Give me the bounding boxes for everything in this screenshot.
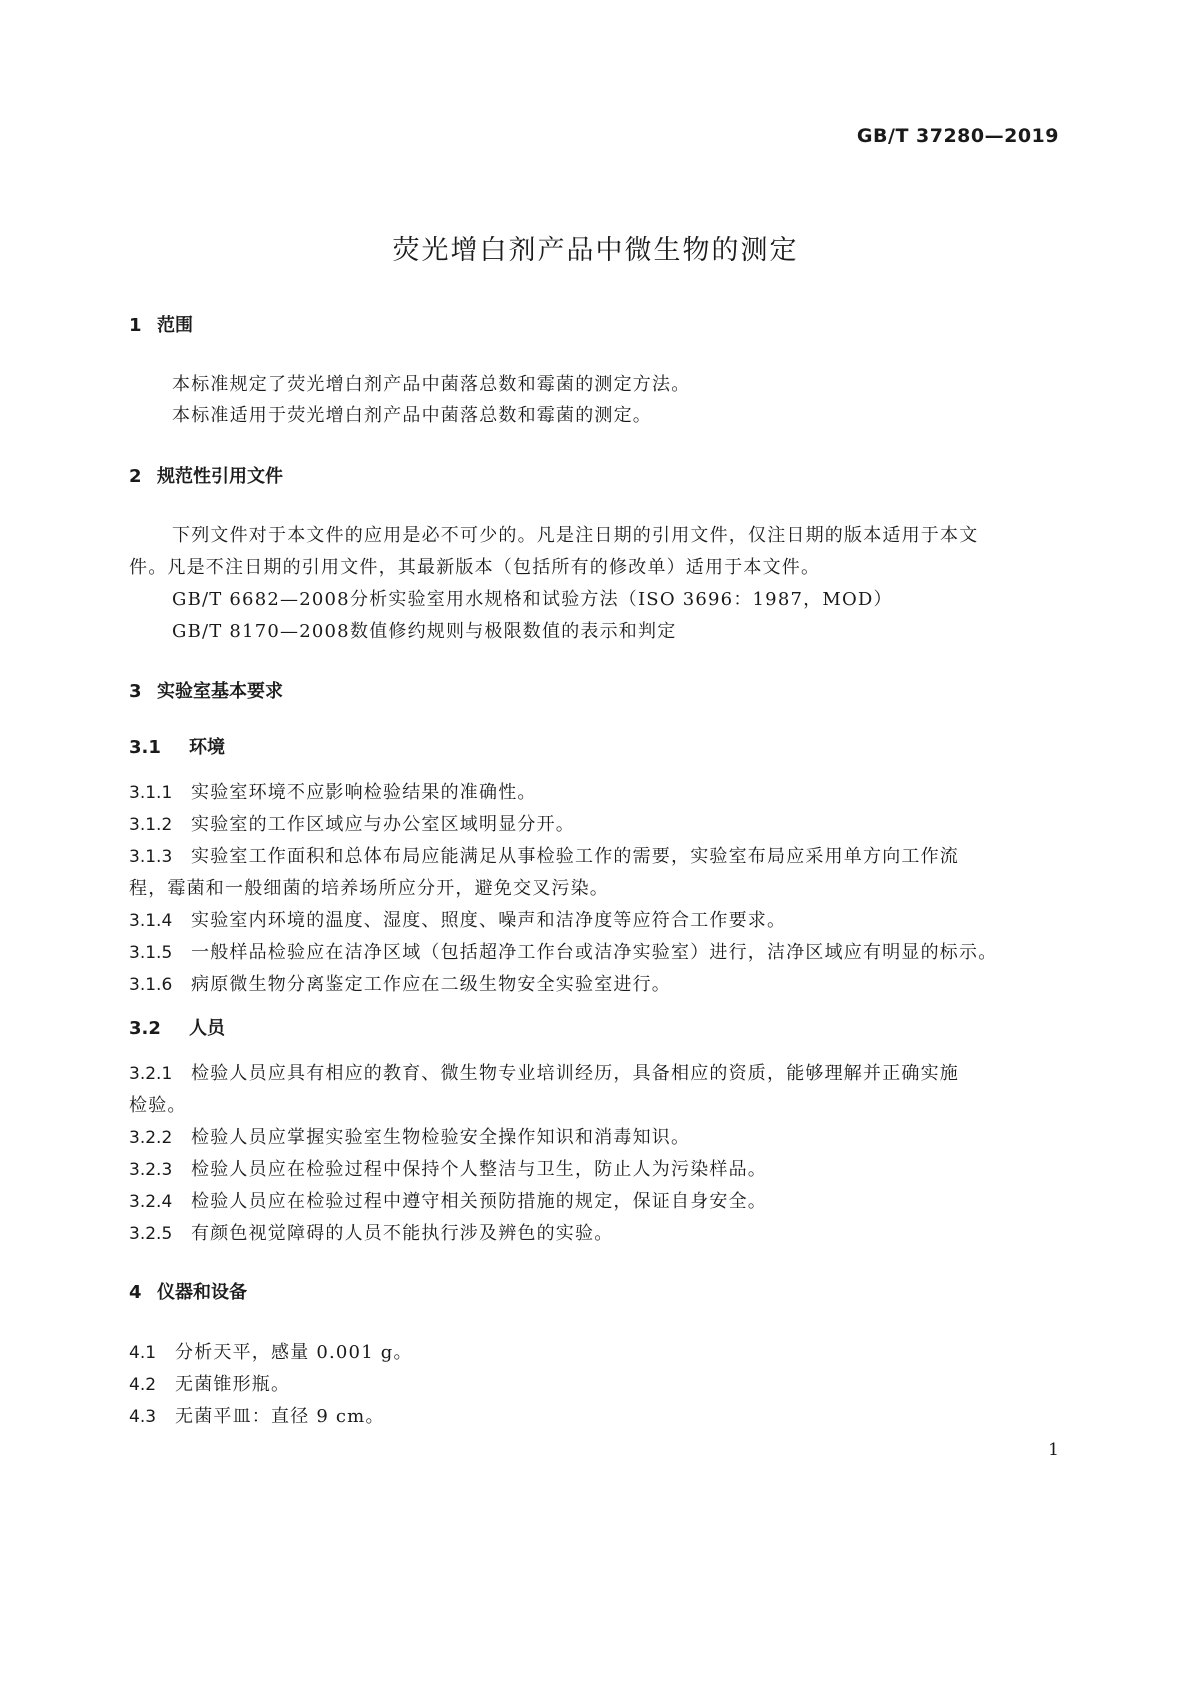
clause xyxy=(129,970,671,996)
clause-number: 3.2.4 xyxy=(129,1192,173,1212)
clause-number: 3.1.3 xyxy=(129,847,173,867)
clause-text: 检验人员应具有相应的教育、微生物专业培训经历，具备相应的资质，能够理解并正确实施 xyxy=(191,1063,959,1084)
section-title: 范围 xyxy=(157,315,193,336)
item-text: 无菌锥形瓶。 xyxy=(175,1374,291,1395)
clause-text: 检验人员应在检验过程中遵守相关预防措施的规定，保证自身安全。 xyxy=(191,1191,767,1212)
subsection-title: 人员 xyxy=(189,1018,225,1039)
paragraph: 下列文件对于本文件的应用是必不可少的。凡是注日期的引用文件，仅注日期的版本适用于本文 xyxy=(172,525,979,546)
clause xyxy=(129,842,959,868)
clause-continuation: 程，霉菌和一般细菌的培养场所应分开，避免交叉污染。 xyxy=(129,878,609,899)
section-4-heading xyxy=(129,1278,247,1304)
clause-number: 3.1.5 xyxy=(129,943,173,963)
reference-code: GB/T 8170—2008 xyxy=(172,621,350,642)
clause-number: 3.2.1 xyxy=(129,1064,173,1084)
clause-text: 实验室环境不应影响检验结果的准确性。 xyxy=(191,782,537,803)
clause xyxy=(129,1155,767,1181)
item-number: 4.1 xyxy=(129,1343,157,1363)
equipment-item xyxy=(129,1338,413,1364)
reference-title: 数值修约规则与极限数值的表示和判定 xyxy=(350,621,677,642)
section-title: 仪器和设备 xyxy=(157,1282,247,1303)
clause xyxy=(129,1187,767,1213)
section-number: 1 xyxy=(129,315,142,336)
paragraph: 件。凡是不注日期的引用文件，其最新版本（包括所有的修改单）适用于本文件。 xyxy=(129,557,821,578)
document-title: 荧光增白剂产品中微生物的测定 xyxy=(392,235,799,266)
subsection-number: 3.2 xyxy=(129,1018,161,1039)
clause-text: 实验室的工作区域应与办公室区域明显分开。 xyxy=(191,814,575,835)
clause-number: 3.1.4 xyxy=(129,911,173,931)
reference-code: GB/T 6682—2008 xyxy=(172,589,350,610)
section-1-heading xyxy=(129,311,193,337)
item-number: 4.3 xyxy=(129,1407,157,1427)
clause xyxy=(129,938,997,964)
section-2-heading xyxy=(129,462,283,488)
clause-text: 有颜色视觉障碍的人员不能执行涉及辨色的实验。 xyxy=(191,1223,614,1244)
section-title: 规范性引用文件 xyxy=(157,466,283,487)
clause-number: 3.2.2 xyxy=(129,1128,173,1148)
item-text: 无菌平皿：直径 9 cm。 xyxy=(175,1406,385,1427)
equipment-item xyxy=(129,1370,290,1396)
subsection-3-2-heading xyxy=(129,1014,225,1040)
section-title: 实验室基本要求 xyxy=(157,681,283,702)
subsection-number: 3.1 xyxy=(129,737,161,758)
section-number: 3 xyxy=(129,681,142,702)
clause xyxy=(129,810,575,836)
section-number: 4 xyxy=(129,1282,142,1303)
page-number: 1 xyxy=(1048,1440,1059,1460)
clause-number: 3.1.1 xyxy=(129,783,173,803)
clause xyxy=(129,906,786,932)
clause-text: 实验室内环境的温度、湿度、照度、噪声和洁净度等应符合工作要求。 xyxy=(191,910,787,931)
clause-text: 病原微生物分离鉴定工作应在二级生物安全实验室进行。 xyxy=(191,974,671,995)
paragraph: 本标准适用于荧光增白剂产品中菌落总数和霉菌的测定。 xyxy=(172,405,652,426)
clause-text: 检验人员应掌握实验室生物检验安全操作知识和消毒知识。 xyxy=(191,1127,691,1148)
clause-number: 3.1.2 xyxy=(129,815,173,835)
section-3-heading xyxy=(129,677,283,703)
paragraph: 本标准规定了荧光增白剂产品中菌落总数和霉菌的测定方法。 xyxy=(172,374,691,395)
section-number: 2 xyxy=(129,466,142,487)
standard-code: GB/T 37280—2019 xyxy=(856,125,1059,147)
clause xyxy=(129,1219,613,1245)
clause-text: 一般样品检验应在洁净区域（包括超净工作台或洁净实验室）进行，洁净区域应有明显的标示。 xyxy=(191,942,998,963)
clause-text: 检验人员应在检验过程中保持个人整洁与卫生，防止人为污染样品。 xyxy=(191,1159,767,1180)
clause-text: 实验室工作面积和总体布局应能满足从事检验工作的需要，实验室布局应采用单方向工作流 xyxy=(191,846,959,867)
reference-item xyxy=(172,585,893,611)
subsection-title: 环境 xyxy=(189,737,225,758)
equipment-item xyxy=(129,1402,385,1428)
clause-number: 3.2.3 xyxy=(129,1160,173,1180)
item-text: 分析天平，感量 0.001 g。 xyxy=(175,1342,413,1363)
item-number: 4.2 xyxy=(129,1375,157,1395)
clause xyxy=(129,778,537,804)
subsection-3-1-heading xyxy=(129,733,225,759)
clause xyxy=(129,1123,690,1149)
clause-number: 3.1.6 xyxy=(129,975,173,995)
clause-number: 3.2.5 xyxy=(129,1224,173,1244)
reference-title: 分析实验室用水规格和试验方法（ISO 3696：1987，MOD） xyxy=(350,589,893,610)
clause-continuation: 检验。 xyxy=(129,1095,187,1116)
reference-item xyxy=(172,617,676,643)
clause xyxy=(129,1059,959,1085)
